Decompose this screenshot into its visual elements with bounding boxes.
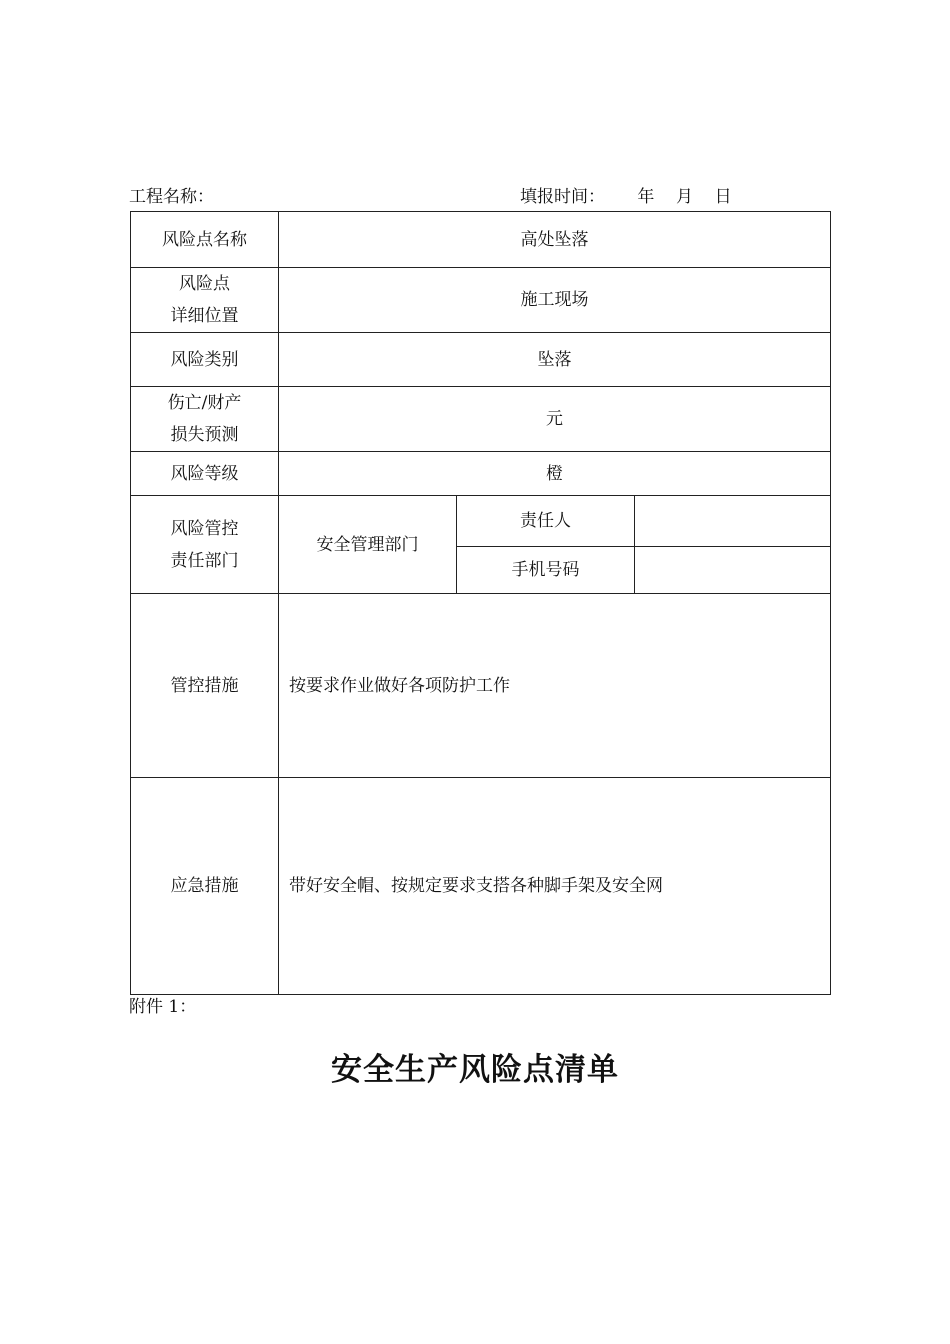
row-loss xyxy=(131,387,831,452)
report-date-label: 填报时间： 年 月 日 xyxy=(520,187,732,207)
level-value: 橙 xyxy=(279,452,831,496)
attachment-label: 附件 1： xyxy=(129,997,197,1017)
category-value: 坠落 xyxy=(279,333,831,387)
row-location xyxy=(131,268,831,333)
loss-label: 伤亡/财产 损失预测 xyxy=(167,393,242,445)
loss-value: 元 xyxy=(279,387,831,452)
dept-value: 安全管理部门 xyxy=(279,496,457,594)
emergency-label: 应急措施 xyxy=(131,778,279,995)
row-level xyxy=(131,452,831,496)
control-value: 按要求作业做好各项防护工作 xyxy=(279,594,831,778)
level-label: 风险等级 xyxy=(131,452,279,496)
location-value: 施工现场 xyxy=(279,268,831,333)
project-name-label: 工程名称： xyxy=(129,187,214,207)
row-category xyxy=(131,333,831,387)
row-dept-person xyxy=(131,496,831,547)
row-control xyxy=(131,594,831,778)
person-value xyxy=(635,496,831,547)
risk-name-label: 风险点名称 xyxy=(131,212,279,268)
document-title: 安全生产风险点清单 xyxy=(331,1052,619,1088)
person-label: 责任人 xyxy=(457,496,635,547)
dept-label: 风险管控 责任部门 xyxy=(170,518,239,571)
phone-value xyxy=(635,547,831,594)
control-label: 管控措施 xyxy=(131,594,279,778)
risk-point-form xyxy=(130,211,831,995)
risk-name-value: 高处坠落 xyxy=(279,212,831,268)
row-risk-name xyxy=(131,212,831,268)
row-emergency xyxy=(131,778,831,995)
emergency-value: 带好安全帽、按规定要求支搭各种脚手架及安全网 xyxy=(279,778,831,995)
location-label: 风险点 详细位置 xyxy=(170,274,239,326)
phone-label: 手机号码 xyxy=(457,547,635,594)
category-label: 风险类别 xyxy=(131,333,279,387)
